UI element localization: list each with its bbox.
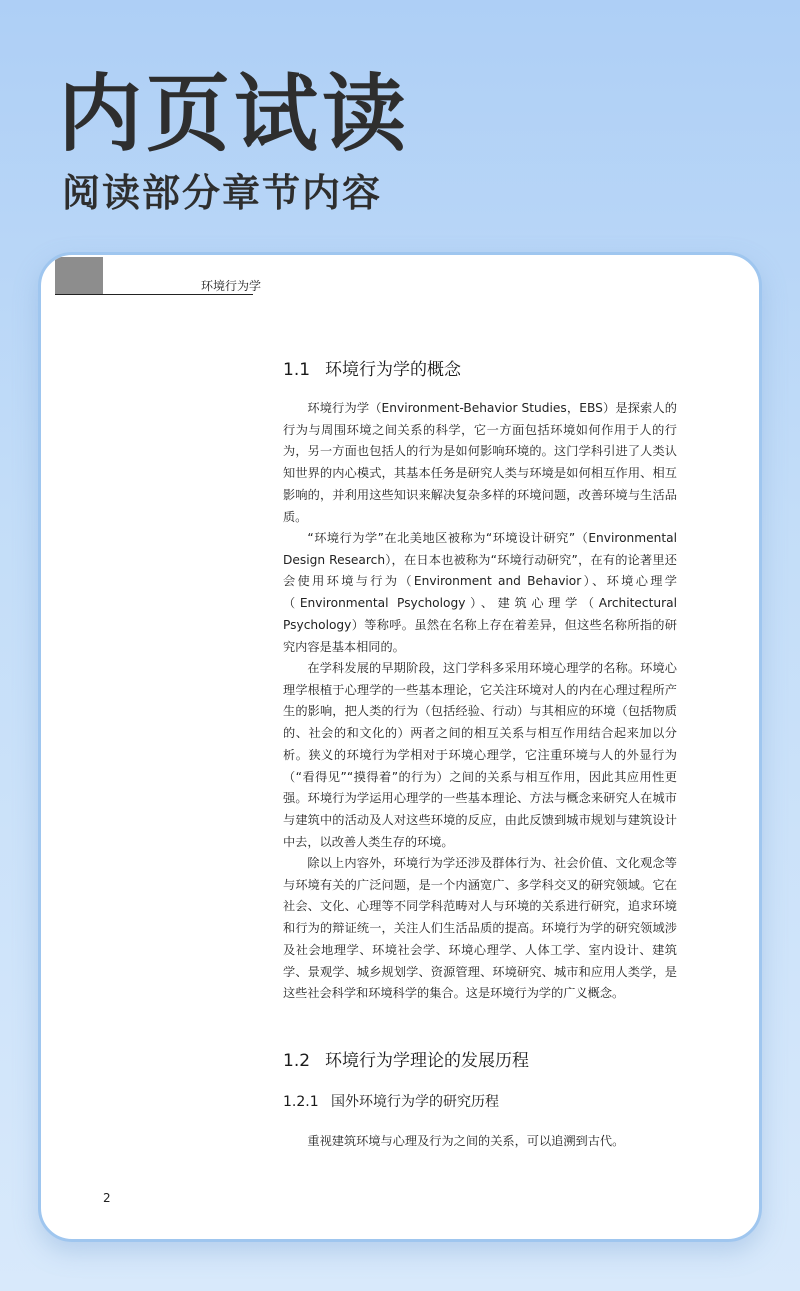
section-title: 环境行为学的概念 — [325, 360, 461, 380]
banner-subtitle: 阅读部分章节内容 — [62, 171, 383, 215]
subsection-heading-1-2-1 — [283, 1093, 499, 1111]
section-number: 1.1 — [283, 360, 311, 380]
header-rule — [55, 294, 253, 295]
section-number: 1.2 — [283, 1051, 311, 1071]
page-number: 2 — [103, 1191, 111, 1205]
subsection-number: 1.2.1 — [283, 1094, 319, 1110]
running-header: 环境行为学 — [201, 279, 262, 293]
header-corner-block — [55, 257, 103, 295]
paragraph-2: “环境行为学”在北美地区被称为“环境设计研究”（Environmental Design Research），在日本也被称为“环境行动研究”，在有的论著里还会使用环境与行为（Environment and Behavior）、环境心理学（Environmental Psychology）、建筑心理学（Architectural Psychology）等称呼。虽然在名称上存在着差异，但这些名称所指的研究内容是基本相同的。 — [283, 531, 677, 654]
paragraph-4: 除以上内容外，环境行为学还涉及群体行为、社会价值、文化观念等与环境有关的广泛问题，是一个内涵宽广、多学科交叉的研究领域。它在社会、文化、心理等不同学科范畴对人与环境的关系进行研究，追求环境和行为的辩证统一，关注人们生活品质的提高。环境行为学的研究领域涉及社会地理学、环境社会学、环境心理学、人体工学、室内设计、建筑学、景观学、城乡规划学、资源管理、环境研究、城市和应用人类学，是这些社会科学和环境科学的集合。这是环境行为学的广义概念。 — [283, 856, 677, 1001]
paragraph-5: 重视建筑环境与心理及行为之间的关系，可以追溯到古代。 — [307, 1134, 625, 1148]
banner-title: 内页试读 — [58, 65, 411, 163]
paragraph-1: 环境行为学（Environment-Behavior Studies，EBS）是探索人的行为与周围环境之间关系的科学，它一方面包括环境如何作用于人的行为，另一方面也包括人的行为是如何影响环境的。这门学科引进了人类认知世界的内心模式，其基本任务是研究人类与环境是如何相互作用、相互影响的，并利用这些知识来解决复杂多样的环境问题，改善环境与生活品质。 — [283, 401, 677, 524]
subsection-title: 国外环境行为学的研究历程 — [331, 1094, 499, 1110]
section-title: 环境行为学理论的发展历程 — [325, 1051, 529, 1071]
section-heading-1-1 — [283, 360, 461, 380]
book-page-preview — [38, 252, 762, 1242]
section-heading-1-2 — [283, 1051, 529, 1071]
paragraph-3: 在学科发展的早期阶段，这门学科多采用环境心理学的名称。环境心理学根植于心理学的一些基本理论，它关注环境对人的内在心理过程所产生的影响，把人类的行为（包括经验、行动）与其相应的环境（包括物质的、社会的和文化的）两者之间的相互关系与相互作用结合起来加以分析。狭义的环境行为学相对于环境心理学，它注重环境与人的外显行为（“看得见”“摸得着”的行为）之间的关系与相互作用，因此其应用性更强。环境行为学运用心理学的一些基本理论、方法与概念来研究人在城市与建筑中的活动及人对这些环境的反应，由此反馈到城市规划与建筑设计中去，以改善人类生存的环境。 — [283, 661, 677, 849]
